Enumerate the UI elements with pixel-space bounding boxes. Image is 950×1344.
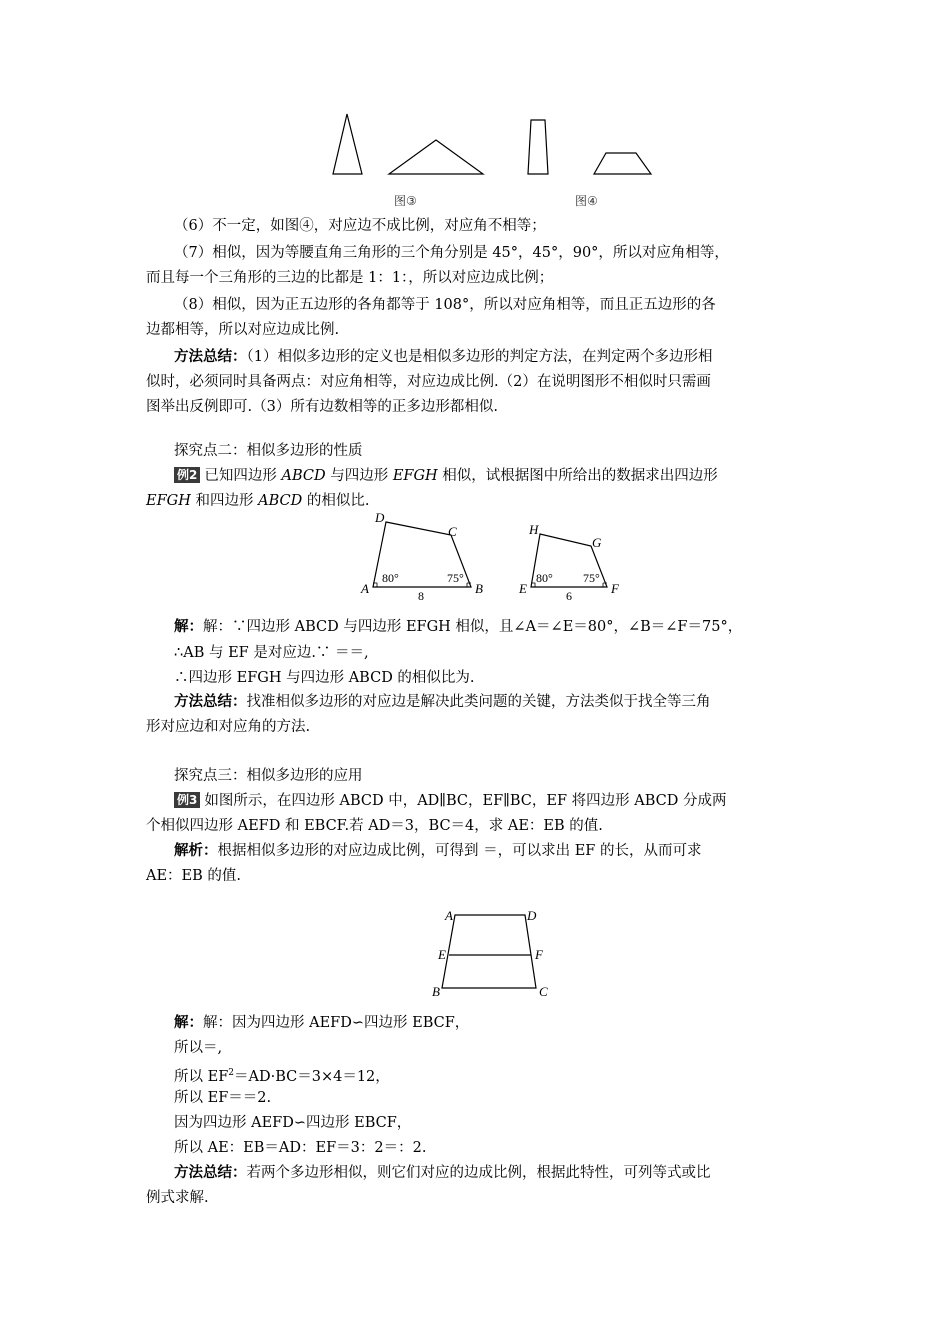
label-A: A: [361, 581, 369, 596]
solution-3-line2: 所以＝,: [174, 1040, 223, 1056]
solution-2-line3: ∴四边形 EFGH 与四边形 ABCD 的相似比为.: [174, 670, 475, 686]
label-E: E: [519, 581, 527, 596]
label-D: D: [527, 908, 537, 923]
label-F: F: [611, 581, 619, 596]
angle-F: 75°: [583, 571, 600, 585]
label-B: B: [432, 984, 440, 999]
label-C: C: [448, 524, 457, 539]
figure-4-caption: 图④: [575, 194, 598, 208]
label-A: A: [445, 908, 453, 923]
example-2-line1: 例2 已知四边形 ABCD 与四边形 EFGH 相似，试根据图中所给出的数据求出四边形: [174, 466, 718, 486]
analysis-3: 解析：根据相似多边形的对应边成比例，可得到 ＝，可以求出 EF 的长，从而可求: [174, 842, 702, 859]
answer-7-line2: 而且每一个三角形的三边的比都是 1：1：，所以对应边成比例；: [146, 270, 554, 286]
answer-8-line2: 边都相等，所以对应边成比例.: [146, 322, 340, 338]
label-B: B: [475, 581, 483, 596]
method-summary-3-line2: 例式求解.: [146, 1190, 209, 1206]
example-3-line2: 个相似四边形 AEFD 和 EBCF.若 AD＝3，BC＝4，求 AE：EB 的值.: [146, 818, 603, 834]
method-summary-1-line3: 图举出反例即可.（3）所有边数相等的正多边形都相似.: [146, 399, 498, 415]
analysis-3-line2: AE：EB 的值.: [146, 868, 242, 884]
solution-2-line2: ∴AB 与 EF 是对应边.∵ ＝＝,: [174, 645, 369, 661]
solution-3-line5: 因为四边形 AEFD∽四边形 EBCF，: [174, 1115, 412, 1131]
angle-A: 80°: [382, 571, 399, 585]
method-summary-1-line2: 似时，必须同时具备两点：对应角相等，对应边成比例.（2）在说明图形不相似时只需画: [146, 374, 711, 390]
label-H: H: [529, 522, 539, 537]
section-2-title: 探究点二：相似多边形的性质: [174, 443, 363, 459]
solution-3-line3: 所以 $EF^2=AD\cdot BC=3\times 4=12$，: [174, 1068, 390, 1085]
example-tag: 例2: [174, 467, 200, 483]
solution-2-line1: 解：解：∵四边形 ABCD 与四边形 EFGH 相似，且∠A＝∠E＝80°，∠B＝∠F＝75°，: [174, 618, 743, 635]
solution-3-line1: 解：解：因为四边形 AEFD∽四边形 EBCF，: [174, 1014, 470, 1031]
label-E: E: [438, 947, 446, 962]
method-summary-label: 方法总结：: [174, 348, 247, 365]
label-F: F: [535, 947, 543, 962]
label-D: D: [375, 510, 385, 525]
method-summary-2-line2: 形对应边和对应角的方法.: [146, 719, 311, 735]
label-G: G: [592, 535, 602, 550]
angle-B: 75°: [447, 571, 464, 585]
trapezoid-ABCD: [442, 915, 536, 988]
example-3-line1: 例3 如图所示，在四边形 ABCD 中，AD∥BC，EF∥BC，EF 将四边形 ABCD 分成两: [174, 791, 726, 811]
example-2-line2: EFGH 和四边形 ABCD 的相似比.: [146, 493, 370, 509]
answer-8-line1: （8）相似，因为正五边形的各角都等于 108°，所以对应角相等，而且正五边形的各: [174, 297, 716, 313]
label-C: C: [539, 984, 548, 999]
solution-3-line6: 所以 AE：EB＝AD：EF＝3：2＝：2.: [174, 1140, 427, 1156]
figure-3-caption: 图③: [394, 194, 417, 208]
method-summary-3: 方法总结：若两个多边形相似，则它们对应的边成比例，根据此特性，可列等式或比: [174, 1164, 711, 1181]
base-EF: 6: [566, 589, 572, 603]
base-AB: 8: [418, 589, 424, 603]
angle-E: 80°: [536, 571, 553, 585]
solution-3-line4: 所以 EF＝＝2.: [174, 1090, 272, 1106]
method-summary-1: 方法总结：（1）相似多边形的定义也是相似多边形的判定方法，在判定两个多边形相: [174, 348, 713, 365]
section-3-title: 探究点三：相似多边形的应用: [174, 768, 363, 784]
answer-7-line1: （7）相似，因为等腰直角三角形的三个角分别是 45°，45°，90°，所以对应角相等，: [174, 245, 729, 261]
answer-6: （6）不一定，如图④，对应边不成比例，对应角不相等；: [174, 218, 546, 234]
method-summary-2: 方法总结：找准相似多边形的对应边是解决此类问题的关键，方法类似于找全等三角: [174, 693, 711, 710]
